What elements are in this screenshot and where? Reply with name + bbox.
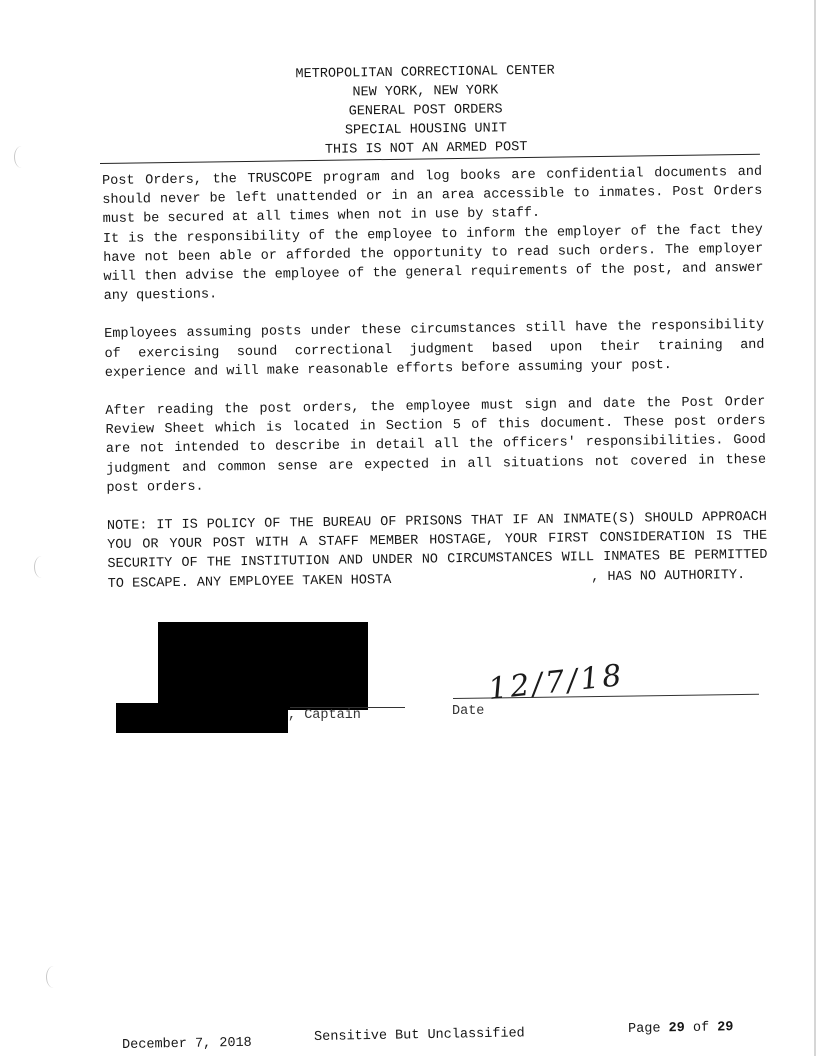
header-line-unit: SPECIAL HOUSING UNIT [344,121,508,139]
footer-date: December 7, 2018 [122,1035,252,1053]
header-line-location: NEW YORK, NEW YORK [352,83,499,101]
page-indicator [628,1020,734,1037]
punch-hole-mark [46,966,61,988]
note-end-text: , HAS NO AUTHORITY. [591,567,746,585]
paragraph-hostage-note [107,508,768,594]
note-text: NOTE: IT IS POLICY OF THE BUREAU OF PRISONS THAT IF AN INMATE(S) SHOULD APPROACH YOU OR YOUR POST WITH A STAFF MEMBER HOSTAGE, YOUR FIRST CONSIDERATION IS THE SECURITY OF THE INSTITUTION AND UNDER NO CIRCUMSTANCES WILL INMATES BE PERMITTED TO ESCAPE. ANY EMPLOYEE TAKEN HOSTA [106,509,768,592]
paragraph-confidentiality: Post Orders, the TRUSCOPE program and log books are confidential documents and should never be left unattended or in an area accessible to inmates. Post Orders must be secured at all times when not in use by staff. [102,164,763,228]
punch-hole-mark [14,146,29,168]
page-total: 29 [717,1020,734,1036]
redaction-block [158,622,368,710]
date-label: Date [452,704,485,719]
paragraph-review-sheet: After reading the post orders, the employee must sign and date the Post Order Review Sheet which is located in Section 5 of this document. These post orders are not intended to describe in detail all the officers' responsibilities. Good judgment and common sense are expected in all situations not covered in these post orders. [105,394,767,496]
page-label: Page [628,1021,661,1037]
paragraph-circumstances: Employees assuming posts under these circumstances still have the responsibility of exercising sound correctional judgment based upon their training and experience and will make reasonable efforts before assuming your post. [104,318,765,381]
redaction-block [116,703,288,733]
document-body [102,163,768,594]
handwritten-date: 12/7/18 [486,657,627,708]
header-line-orders: GENERAL POST ORDERS [348,102,503,120]
header-line-post-type: THIS IS NOT AN ARMED POST [324,139,528,158]
page-number: 29 [668,1021,685,1037]
header-line-facility: METROPOLITAN CORRECTIONAL CENTER [295,63,555,83]
document-header [240,61,611,161]
of-label: of [692,1020,710,1036]
signature-title: , Captain [288,708,361,723]
paragraph-responsibility: It is the responsibility of the employee to inform the employer of the fact they have not been able or afforded the opportunity to read such orders. The employer will then advise the employee of the general requirements of the post, and answer any questions. [102,222,764,305]
footer-classification: Sensitive But Unclassified [314,1026,525,1045]
punch-hole-mark [34,556,49,578]
